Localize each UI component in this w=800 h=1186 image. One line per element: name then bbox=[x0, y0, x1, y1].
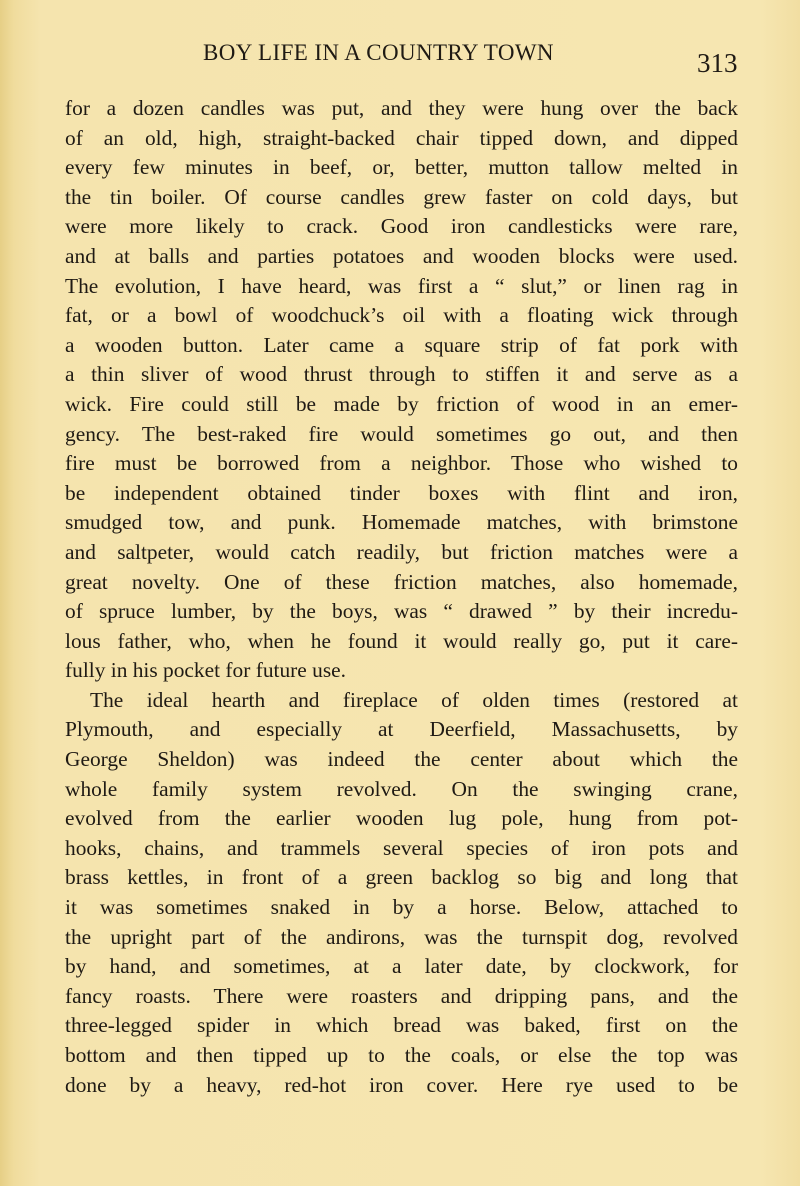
text-line: The evolution, I have heard, was first a “ slut,” or linen rag in bbox=[65, 273, 738, 298]
text-line: by hand, and sometimes, at a later date, by clockwork, for bbox=[65, 954, 738, 979]
text-line: great novelty. One of these friction matches, also homemade, bbox=[65, 569, 738, 594]
text-line: be independent obtained tinder boxes with flint and iron, bbox=[65, 480, 738, 505]
text-line: smudged tow, and punk. Homemade matches, with brimstone bbox=[65, 510, 738, 535]
text-line: fire must be borrowed from a neighbor. Those who wished to bbox=[65, 451, 738, 476]
text-line: whole family system revolved. On the swinging crane, bbox=[65, 776, 738, 801]
text-line: wick. Fire could still be made by friction of wood in an emer- bbox=[65, 391, 738, 416]
text-line: were more likely to crack. Good iron candlesticks were rare, bbox=[65, 214, 738, 239]
text-line: three-legged spider in which bread was baked, first on the bbox=[65, 1013, 738, 1038]
text-line: brass kettles, in front of a green backlog so big and long that bbox=[65, 865, 738, 890]
text-line: done by a heavy, red-hot iron cover. Here rye used to be bbox=[65, 1072, 738, 1097]
text-line: bottom and then tipped up to the coals, or else the top was bbox=[65, 1043, 738, 1067]
text-line: and at balls and parties potatoes and wooden blocks were used. bbox=[65, 243, 738, 268]
text-line: hooks, chains, and trammels several species of iron pots and bbox=[65, 835, 738, 860]
text-line: the tin boiler. Of course candles grew faster on cold days, but bbox=[65, 184, 738, 209]
text-line: George Sheldon) was indeed the center about which the bbox=[65, 747, 738, 772]
text-line: fully in his pocket for future use. bbox=[65, 658, 346, 683]
body-text bbox=[65, 94, 738, 1100]
text-line: every few minutes in beef, or, better, mutton tallow melted in bbox=[65, 155, 738, 180]
text-line: lous father, who, when he found it would really go, put it care- bbox=[65, 628, 738, 653]
text-line: of spruce lumber, by the boys, was “ drawed ” by their incredu- bbox=[65, 599, 738, 624]
text-line: the upright part of the andirons, was the turnspit dog, revolved bbox=[65, 924, 738, 949]
text-line: a wooden button. Later came a square strip of fat pork with bbox=[65, 332, 738, 357]
text-line: evolved from the earlier wooden lug pole, hung from pot- bbox=[65, 806, 738, 831]
text-line: it was sometimes snaked in by a horse. Below, attached to bbox=[65, 895, 738, 920]
text-line: and saltpeter, would catch readily, but friction matches were a bbox=[65, 539, 738, 564]
text-line: Plymouth, and especially at Deerfield, Massachusetts, by bbox=[65, 717, 738, 742]
text-line: fat, or a bowl of woodchuck’s oil with a floating wick through bbox=[65, 303, 738, 328]
paragraph-first-line: The ideal hearth and fireplace of olden times (restored at bbox=[90, 687, 738, 712]
text-line: of an old, high, straight-backed chair tipped down, and dipped bbox=[65, 125, 738, 150]
text-line: gency. The best-raked fire would sometimes go out, and then bbox=[65, 421, 738, 446]
text-line: fancy roasts. There were roasters and dripping pans, and the bbox=[65, 983, 738, 1008]
running-head: BOY LIFE IN A COUNTRY TOWN bbox=[203, 40, 554, 65]
page-number: 313 bbox=[697, 48, 738, 78]
text-line: for a dozen candles was put, and they were hung over the back bbox=[65, 96, 738, 120]
text-line: a thin sliver of wood thrust through to stiffen it and serve as a bbox=[65, 362, 738, 387]
